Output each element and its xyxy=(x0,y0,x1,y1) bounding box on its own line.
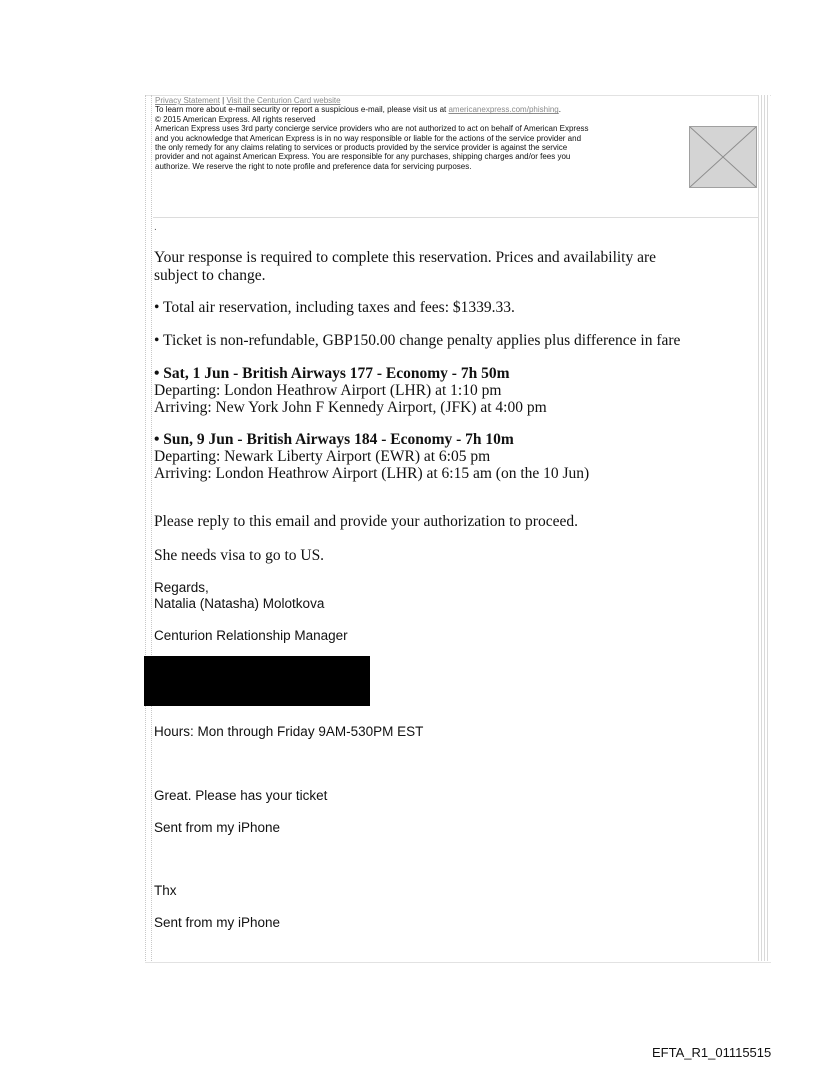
bullet-total-fare: • Total air reservation, including taxes and fees: $1339.33. xyxy=(154,299,515,316)
footer-separator: | xyxy=(219,96,227,105)
signature-regards: Regards, xyxy=(154,580,209,595)
disclaimer-line: American Express uses 3rd party concierge service providers who are not authorized to act on behalf of American Express xyxy=(155,124,589,134)
disclaimer-line: provider and not against American Express. You are responsible for any purchases, shipping charges and/or fees you xyxy=(155,152,571,162)
reply-1-sent-from: Sent from my iPhone xyxy=(154,820,281,835)
phishing-text: To learn more about e-mail security or report a suspicious e-mail, please visit us at xyxy=(155,105,449,115)
flight-1-departing: Departing: London Heathrow Airport (LHR) at 1:10 pm xyxy=(154,382,502,399)
document-id: EFTA_R1_01115515 xyxy=(652,1045,772,1060)
disclaimer-line: and you acknowledge that American Express is in no way responsible or liable for the actions of the service provider and xyxy=(155,133,582,143)
flight-2-arriving: Arriving: London Heathrow Airport (LHR) at 6:15 am (on the 10 Jun) xyxy=(154,465,590,482)
reply-1-text: Great. Please has your ticket xyxy=(154,788,328,803)
broken-image-placeholder xyxy=(689,126,757,188)
flight-2-header: • Sun, 9 Jun - British Airways 184 - Economy - 7h 10m xyxy=(154,431,514,448)
phishing-link[interactable]: americanexpress.com/phishing xyxy=(448,105,559,115)
privacy-statement-link[interactable]: Privacy Statement xyxy=(155,96,220,105)
visa-note: She needs visa to go to US. xyxy=(154,547,325,564)
intro-line-1: Your response is required to complete this reservation. Prices and availability are xyxy=(154,249,657,266)
flight-1-arriving: Arriving: New York John F Kennedy Airport, (JFK) at 4:00 pm xyxy=(154,399,547,416)
reply-request: Please reply to this email and provide your authorization to proceed. xyxy=(154,513,578,530)
copyright-text: © 2015 American Express. All rights reserved xyxy=(155,114,316,124)
flight-2-departing: Departing: Newark Liberty Airport (EWR) at 6:05 pm xyxy=(154,448,491,465)
phishing-end: . xyxy=(558,105,561,115)
reply-2-sent-from: Sent from my iPhone xyxy=(154,915,281,930)
broken-image-icon xyxy=(690,127,756,187)
redaction-block xyxy=(144,656,370,706)
disclaimer-line: authorize. We reserve the right to note profile and preference data for servicing purposes. xyxy=(155,161,472,171)
signature-name: Natalia (Natasha) Molotkova xyxy=(154,596,325,611)
bullet-ticket-terms: • Ticket is non-refundable, GBP150.00 change penalty applies plus difference in fare xyxy=(154,332,681,349)
separator-dot: . xyxy=(154,222,157,233)
disclaimer-line: the only remedy for any claims relating to services or products provided by the service provider is against the service xyxy=(155,143,568,153)
centurion-website-link[interactable]: Visit the Centurion Card website xyxy=(226,96,341,105)
intro-line-2: subject to change. xyxy=(154,267,266,284)
frame-right-border xyxy=(758,95,770,961)
signature-hours: Hours: Mon through Friday 9AM-530PM EST xyxy=(154,724,424,739)
amex-footer-text xyxy=(155,96,685,171)
frame-left-border xyxy=(145,95,152,961)
reply-2-text: Thx xyxy=(154,883,177,898)
signature-title: Centurion Relationship Manager xyxy=(154,628,348,643)
flight-1-header: • Sat, 1 Jun - British Airways 177 - Economy - 7h 50m xyxy=(154,365,510,382)
